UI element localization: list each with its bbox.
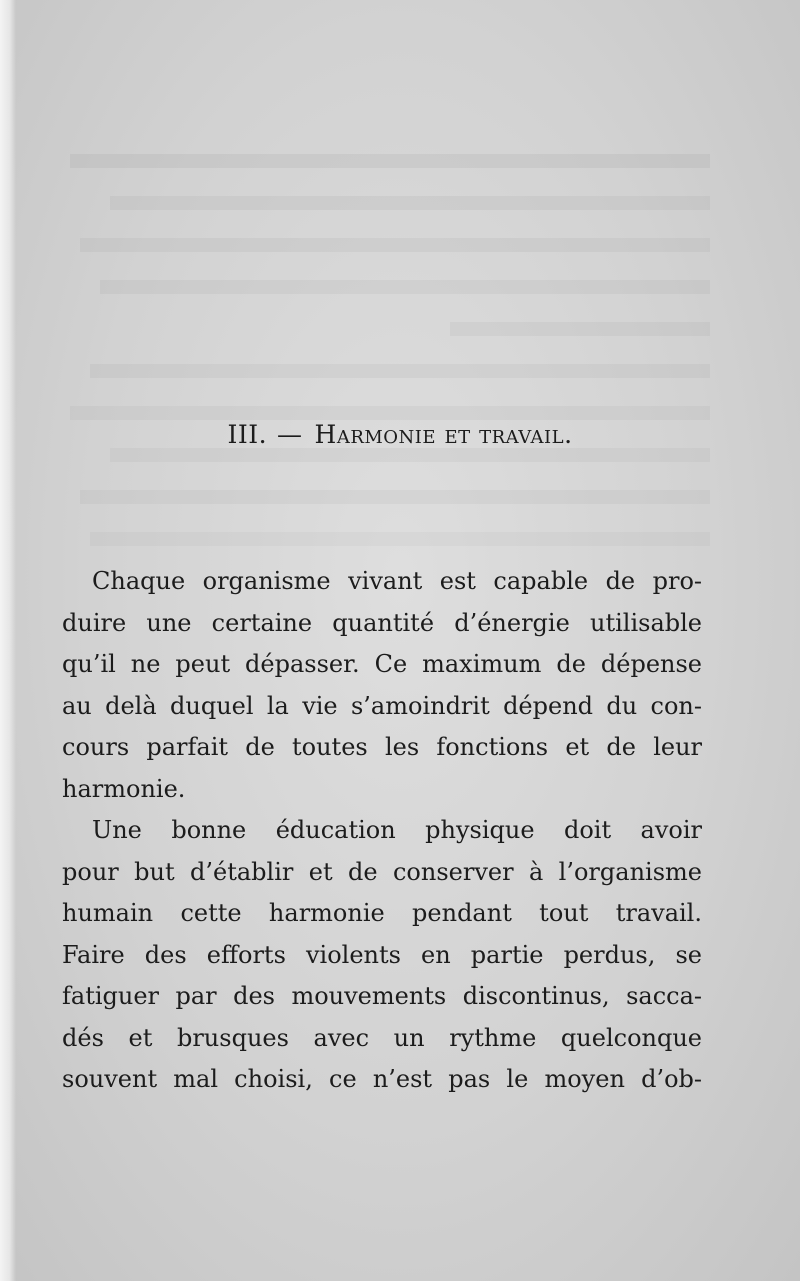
text-line: Faire des efforts violents en partie perdus, se <box>62 940 702 969</box>
paragraph <box>62 561 702 810</box>
section-heading <box>0 420 800 449</box>
page-left-edge <box>0 0 16 1281</box>
text-line: humain cette harmonie pendant tout travail. <box>62 899 702 927</box>
text-line: au delà duquel la vie s’amoindrit dépend du con- <box>62 691 702 720</box>
body-text <box>62 561 702 1101</box>
section-title: Harmonie et travail. <box>314 420 573 449</box>
text-line: harmonie. <box>62 774 186 803</box>
text-line: qu’il ne peut dépasser. Ce maximum de dépense <box>62 650 702 678</box>
paragraph <box>62 810 702 1101</box>
text-line: Une bonne éducation physique doit avoir <box>92 816 702 844</box>
text-line: dés et brusques avec un rythme quelconque <box>62 1023 702 1052</box>
text-line: souvent mal choisi, ce n’est pas le moyen d’ob- <box>62 1065 702 1093</box>
text-line: cours parfait de toutes les fonctions et de leur <box>62 733 702 761</box>
text-line: fatiguer par des mouvements discontinus, sacca- <box>62 982 702 1010</box>
text-line: Chaque organisme vivant est capable de pro- <box>92 567 702 595</box>
show-through-shadow <box>70 140 710 574</box>
text-line: duire une certaine quantité d’énergie utilisable <box>62 608 702 637</box>
heading-dash: — <box>277 420 303 449</box>
section-number: III. <box>227 420 268 449</box>
text-line: pour but d’établir et de conserver à l’organisme <box>62 857 702 886</box>
